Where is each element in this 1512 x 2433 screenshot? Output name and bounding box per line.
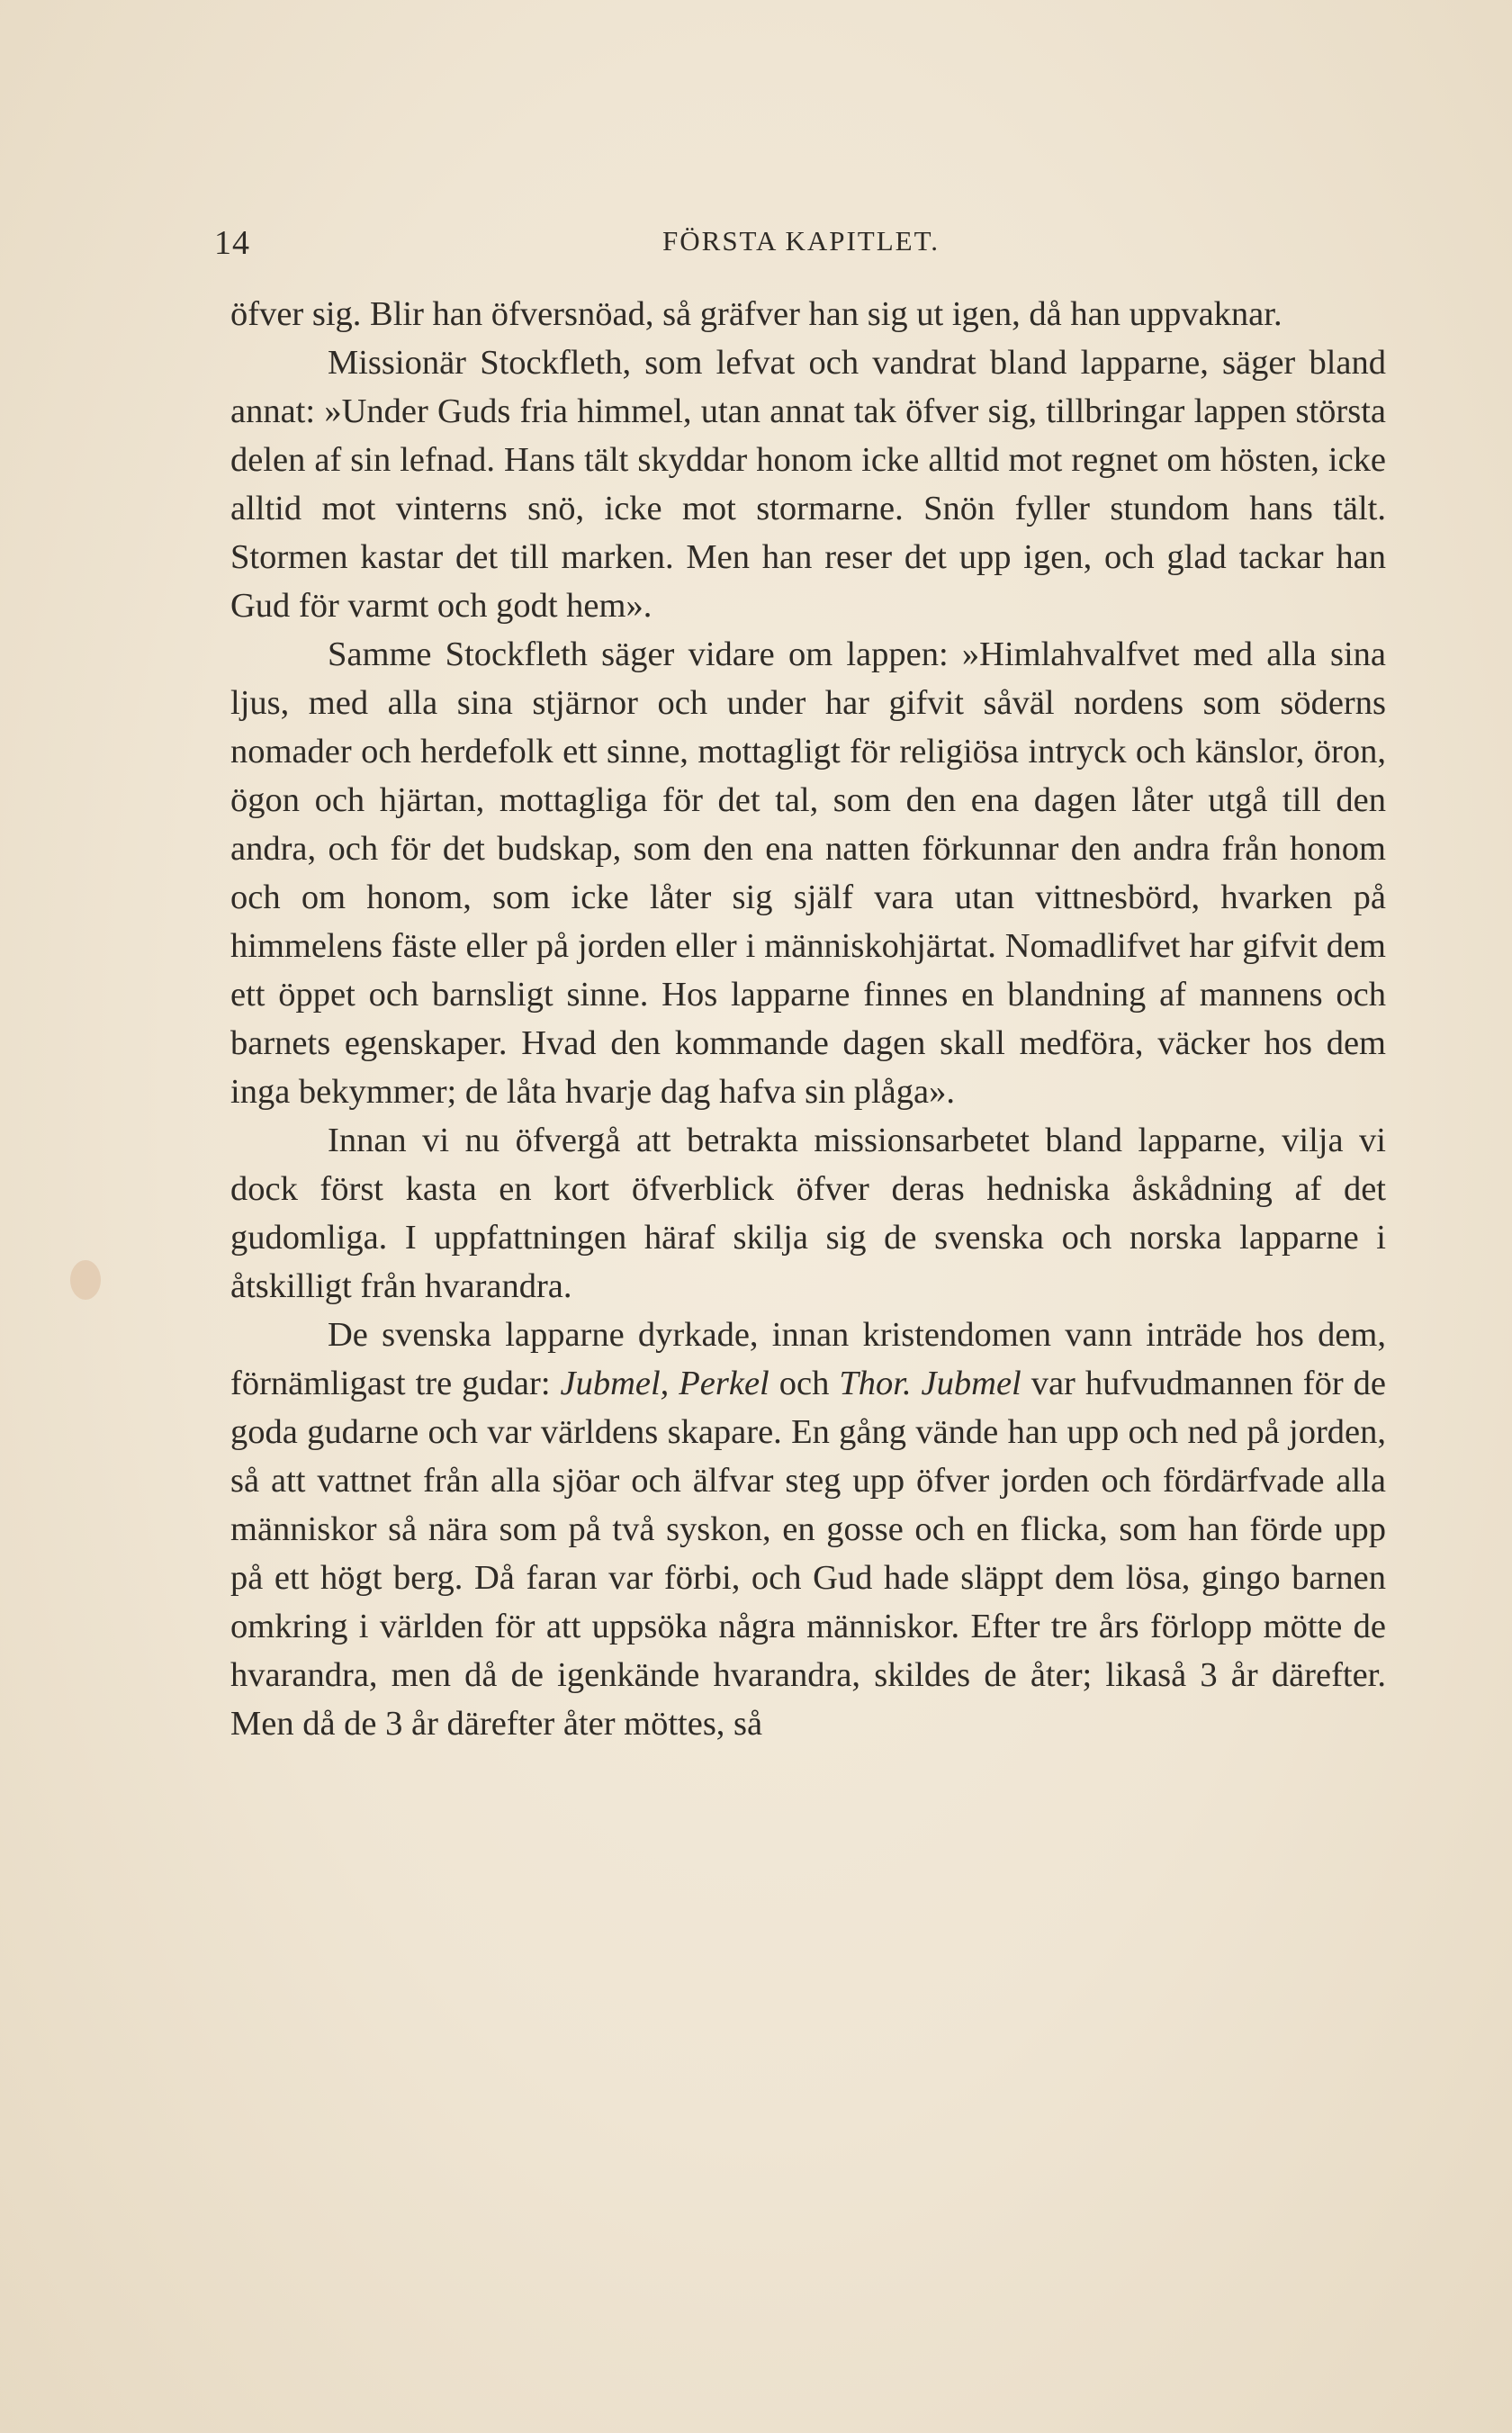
chapter-title: FÖRSTA KAPITLET. xyxy=(662,225,940,257)
italic-text: Jubmel, Perkel xyxy=(560,1365,770,1402)
paragraph xyxy=(230,1311,1386,1748)
paragraph xyxy=(230,1116,1386,1311)
paper-stain xyxy=(70,1260,101,1300)
text-segment: Innan vi nu öfvergå att betrakta missionsarbetet bland lapparne, vilja vi dock först kasta en kort öfverblick öfver deras hedniska åskådning af det gudomliga. I uppfattningen häraf skilja sig de svenska och norska lapparne i åtskilligt från hvarandra. xyxy=(230,1122,1386,1305)
text-segment: och xyxy=(769,1365,840,1402)
text-segment: De svenska lapparne dyrkade, innan kristendomen vann inträde hos dem, förnämligast tre gudar: xyxy=(230,1316,1386,1402)
text-segment: Samme Stockfleth säger vidare om lappen: »Himlahvalfvet med alla sina ljus, med alla sina stjärnor och under har gifvit såväl nordens som söderns nomader och herdefolk ett sinne, mottagligt för religiösa intryck och känslor, öron, ögon och hjärtan, mottagliga för det tal, som den ena dagen låter utgå till den andra, och för det budskap, som den ena natten förkunnar den andra från honom och om honom, som icke låter sig själf vara utan vittnesbörd, hvarken på himmelens fäste eller på jorden eller i människohjärtat. Nomadlifvet har gifvit dem ett öppet och barnsligt sinne. Hos lapparne finnes en blandning af mannens och barnets egenskaper. Hvad den kommande dagen skall medföra, väcker hos dem inga bekymmer; de låta hvarje dag hafva sin plåga». xyxy=(230,635,1386,1111)
running-head xyxy=(214,223,1388,277)
text-segment: var hufvudmannen för de goda gudarne och var världens skapare. En gång vände han upp och ned på jorden, så att vattnet från alla sjöar och älfvar steg upp öfver jorden och fördärfvade alla människor så nära som på två syskon, en gosse och en flicka, som han förde upp på ett högt berg. Då faran var förbi, och Gud hade släppt dem lösa, gingo barnen omkring i världen för att uppsöka några människor. Efter tre års förlopp mötte de hvarandra, men då de igenkände hvarandra, skildes de åter; likaså 3 år därefter. Men då de 3 år därefter åter möttes, så xyxy=(230,1365,1386,1743)
page-number: 14 xyxy=(214,224,250,262)
text-segment: Missionär Stockfleth, som lefvat och vandrat bland lapparne, säger bland annat: »Under Guds fria himmel, utan annat tak öfver sig, tillbringar lappen största delen af sin lefnad. Hans tält skyddar honom icke alltid mot regnet om hösten, icke alltid mot vinterns snö, icke mot stormarne. Snön fyller stundom hans tält. Stormen kastar det till marken. Men han reser det upp igen, och glad tackar han Gud för varmt och godt hem». xyxy=(230,344,1386,625)
paragraph xyxy=(230,290,1386,338)
body-text xyxy=(230,290,1386,1748)
paragraph xyxy=(230,338,1386,630)
text-segment: öfver sig. Blir han öfversnöad, så gräfver han sig ut igen, då han uppvaknar. xyxy=(230,295,1282,333)
paragraph xyxy=(230,630,1386,1116)
italic-text: Thor. Jubmel xyxy=(839,1365,1022,1402)
